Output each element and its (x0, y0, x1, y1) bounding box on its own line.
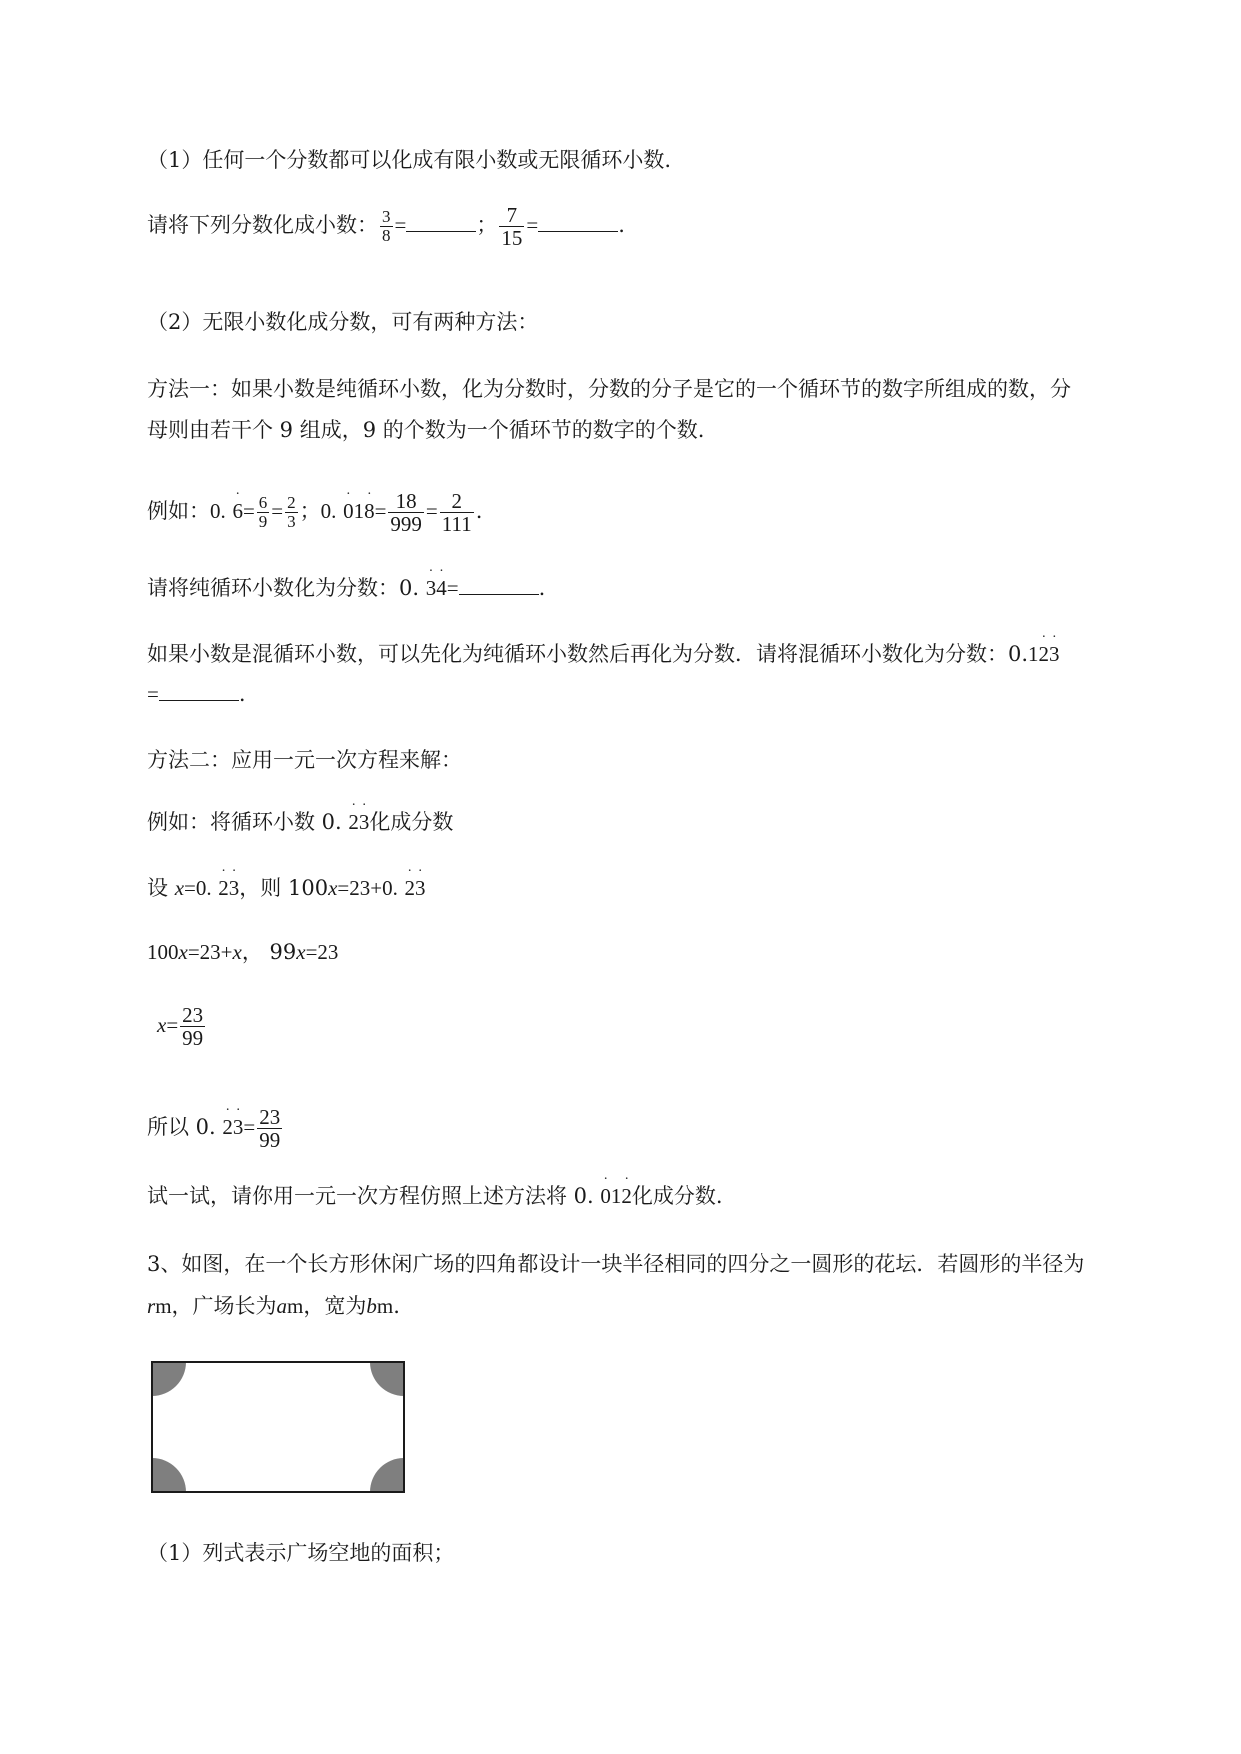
plaza-figure (150, 1360, 406, 1494)
solution-x: x= $\frac{23}{99}$ (157, 1003, 204, 1050)
conclusion-line: 所以 0. · 2 · 3= $\frac{23}{99}$ (147, 1103, 281, 1152)
set-x-line: 设 x=0. · 2 · 3，则 100x=23+0. · 2 · 3 (147, 864, 426, 900)
method2-title: 方法二：应用一元一次方程来解： (147, 748, 462, 772)
fraction-2-3: $\frac{2}{3}$ (287, 493, 296, 531)
part1-prompt: 请将下列分数化成小数： (147, 213, 378, 237)
answer-blank-4[interactable] (159, 682, 239, 701)
mixed-answer-line: = . (147, 682, 246, 706)
answer-blank-1[interactable] (406, 213, 476, 232)
pure-recurring-prompt: 请将纯循环小数化为分数：0. · 3 · 4= . (147, 564, 546, 600)
fraction-6-9: $\frac{6}{9}$ (258, 493, 268, 531)
example-line: 例如：0. · 6= $\frac{6}{9}$ = $\frac{2}{3}$ ；0. · 01 · 8= $\frac{18}{999}$ = $\frac{2}{111}$ . (147, 487, 483, 536)
try-line: 试一试，请你用一元一次方程仿照上述方法将 0. · 01 · 2化成分数. (147, 1172, 723, 1208)
fraction-7-15: $\frac{7}{15}$ (501, 203, 523, 250)
mixed-recurring-prompt: 如果小数是混循环小数，可以先化为纯循环小数然后再化为分数．请将混循环小数化为分数：0.1 · 2 · 3 (147, 630, 1060, 666)
q3-line1: 3、如图，在一个长方形休闲广场的四角都设计一块半径相同的四分之一圆形的花坛．若圆形的半径为 (147, 1252, 1085, 1276)
fraction-2-111: $\frac{2}{111}$ (441, 489, 472, 536)
fraction-3-8: $\frac{3}{8}$ (382, 207, 391, 245)
repeating-digit: · 6 (232, 487, 243, 523)
method1-line2: 母则由若干个 9 组成，9 的个数为一个循环节的数字的个数. (147, 418, 705, 442)
answer-blank-3[interactable] (459, 576, 539, 595)
fraction-18-999: $\frac{18}{999}$ (390, 489, 422, 536)
part1-heading: （1）任何一个分数都可以化成有限小数或无限循环小数. (147, 148, 672, 172)
fraction-23-99-result: $\frac{23}{99}$ (259, 1105, 281, 1152)
fraction-23-99: $\frac{23}{99}$ (182, 1003, 204, 1050)
plaza-rectangle (152, 1362, 404, 1492)
answer-blank-2[interactable] (538, 213, 618, 232)
q3-line2: rm，广场长为am，宽为bm. (147, 1294, 400, 1318)
q3-sub1: （1）列式表示广场空地的面积； (147, 1541, 455, 1565)
method1-line1: 方法一：如果小数是纯循环小数，化为分数时，分数的分子是它的一个循环节的数字所组成的数，分 (147, 377, 1071, 401)
part2-heading: （2）无限小数化成分数，可有两种方法： (147, 310, 539, 334)
equation-step: 100x=23+x， 99x=23 (147, 940, 339, 964)
part1-prompt-line: 请将下列分数化成小数： $\frac{3}{8}$ = ； $\frac{7}{15}$ = . (147, 203, 625, 250)
method2-example: 例如：将循环小数 0. · 2 · 3化成分数 (147, 798, 454, 834)
